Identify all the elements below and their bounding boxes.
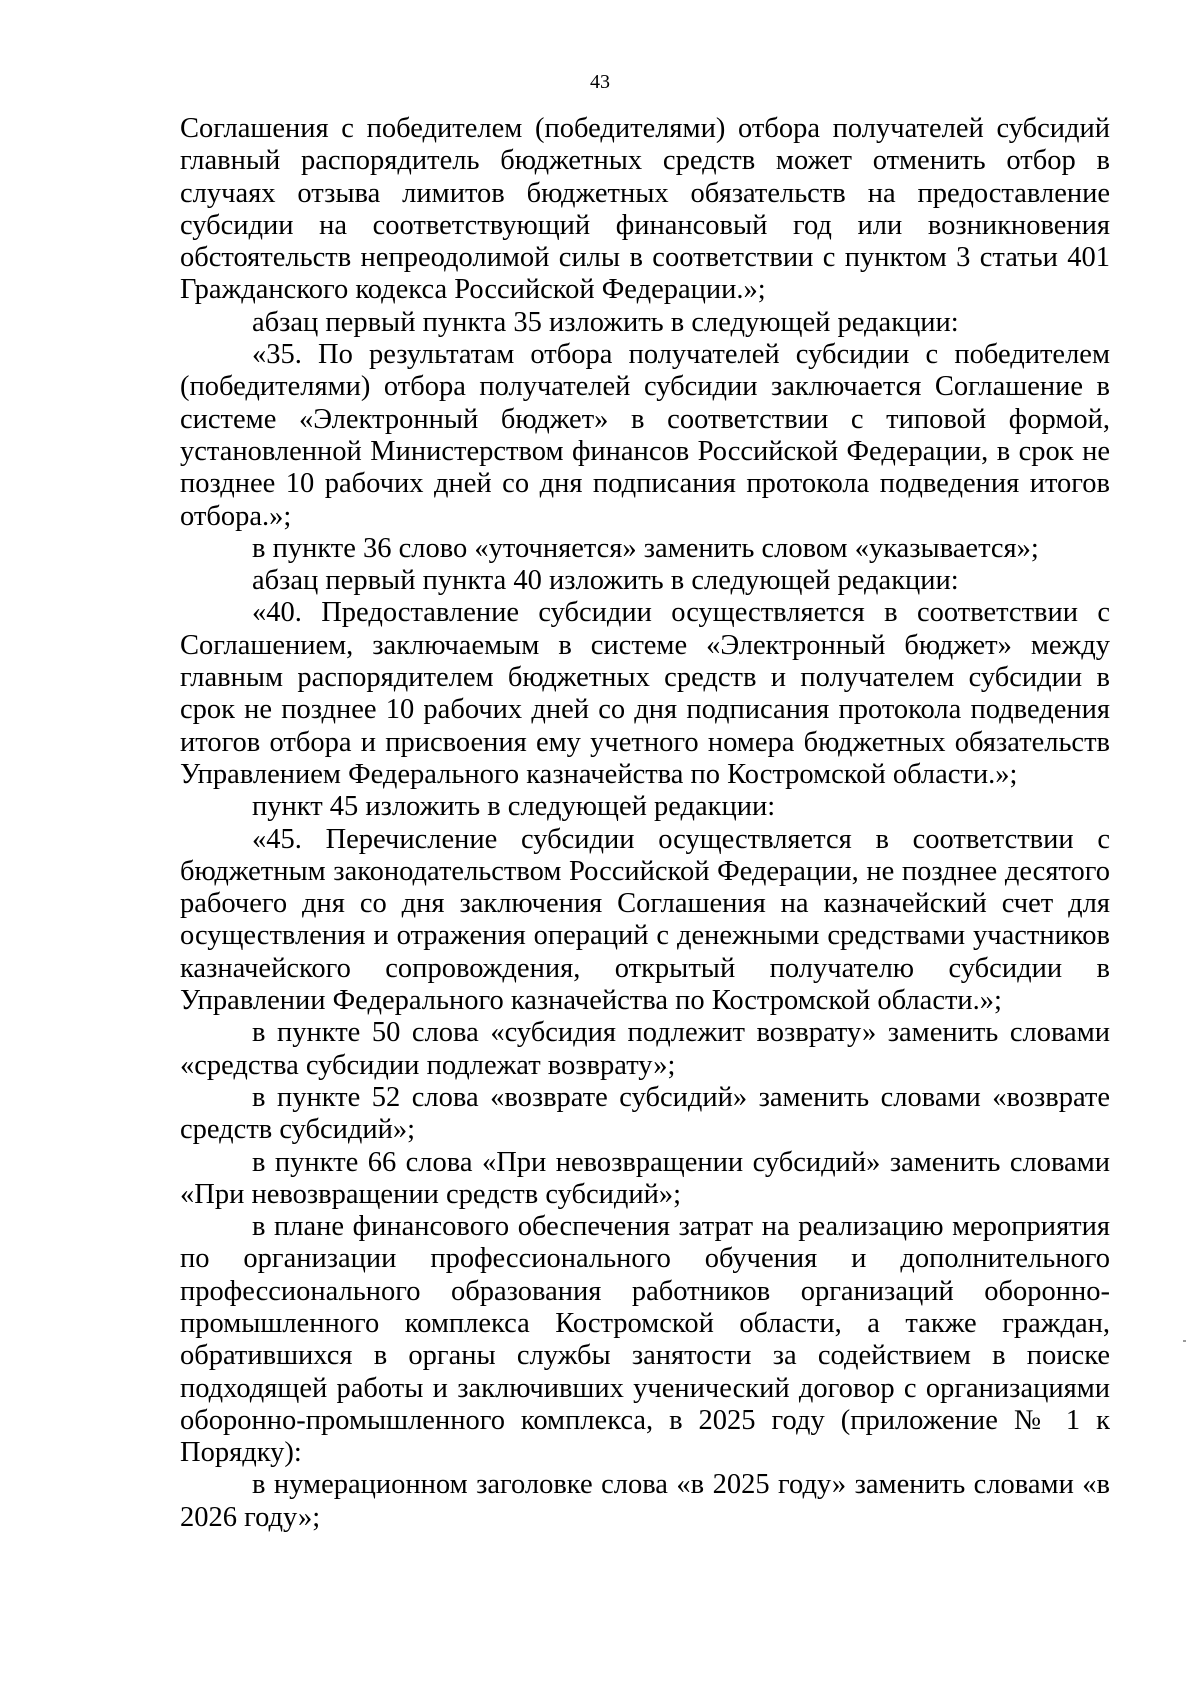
paragraph: в пункте 52 слова «возврате субсидий» заменить словами «возврате средств субсидий»; bbox=[180, 1081, 1110, 1146]
paragraph: абзац первый пункта 40 изложить в следующей редакции: bbox=[252, 565, 959, 597]
paragraph: в пункте 36 слово «уточняется» заменить словом «указывается»; bbox=[252, 532, 1039, 564]
paragraph: в нумерационном заголовке слова «в 2025 году» заменить словами «в 2026 году»; bbox=[180, 1469, 1110, 1533]
document-body bbox=[180, 113, 1110, 1534]
page-number: 43 bbox=[590, 71, 610, 93]
paragraph: в пункте 66 слова «При невозвращении субсидий» заменить словами «При невозвращении средств субсидий»; bbox=[180, 1146, 1110, 1210]
paragraph: пункт 45 изложить в следующей редакции: bbox=[252, 791, 776, 823]
paragraph: «45. Перечисление субсидии осуществляется в соответствии с бюджетным законодательством Российской Федерации, не позднее десятого рабочего дня со дня заключения Соглашения на казначейский счет для осуществления и отражения операций с денежными средствами участников казначейского сопровождения, открытый получателю субсидии в Управлении Федерального казначейства по Костромской области.»; bbox=[180, 823, 1110, 1017]
scan-margin-mark bbox=[1183, 1340, 1186, 1342]
paragraph-continuation: Соглашения с победителем (победителями) отбора получателей субсидий главный распорядитель бюджетных средств может отменить отбор в случаях отзыва лимитов бюджетных обязательств на предоставление субсидии на соответствующий финансовый год или возникновения обстоятельств непреодолимой силы в соответствии с пунктом 3 статьи 401 Гражданского кодекса Российской Федерации.»; bbox=[180, 113, 1110, 306]
paragraph: «35. По результатам отбора получателей субсидии с победителем (победителями) отбора получателей субсидии заключается Соглашение в системе «Электронный бюджет» в соответствии с типовой формой, установленной Министерством финансов Российской Федерации, в срок не позднее 10 рабочих дней со дня подписания протокола подведения итогов отбора.»; bbox=[180, 339, 1110, 532]
paragraph: в плане финансового обеспечения затрат на реализацию мероприятия по организации профессионального обучения и дополнительного профессионального образования работников организаций оборонно-промышленного комплекса Костромской области, а также граждан, обратившихся в органы службы занятости за содействием в поиске подходящей работы и заключивших ученический договор с организациями оборонно-промышленного комплекса, в 2025 году (приложение № 1 к Порядку): bbox=[180, 1211, 1110, 1469]
paragraph: в пункте 50 слова «субсидия подлежит возврату» заменить словами «средства субсидии подлежат возврату»; bbox=[180, 1017, 1110, 1081]
paragraph: абзац первый пункта 35 изложить в следующей редакции: bbox=[252, 306, 959, 338]
paragraph: «40. Предоставление субсидии осуществляется в соответствии с Соглашением, заключаемым в системе «Электронный бюджет» между главным распорядителем бюджетных средств и получателем субсидии в срок не позднее 10 рабочих дней со дня подписания протокола подведения итогов отбора и присвоения ему учетного номера бюджетных обязательств Управлением Федерального казначейства по Костромской области.»; bbox=[180, 597, 1110, 790]
